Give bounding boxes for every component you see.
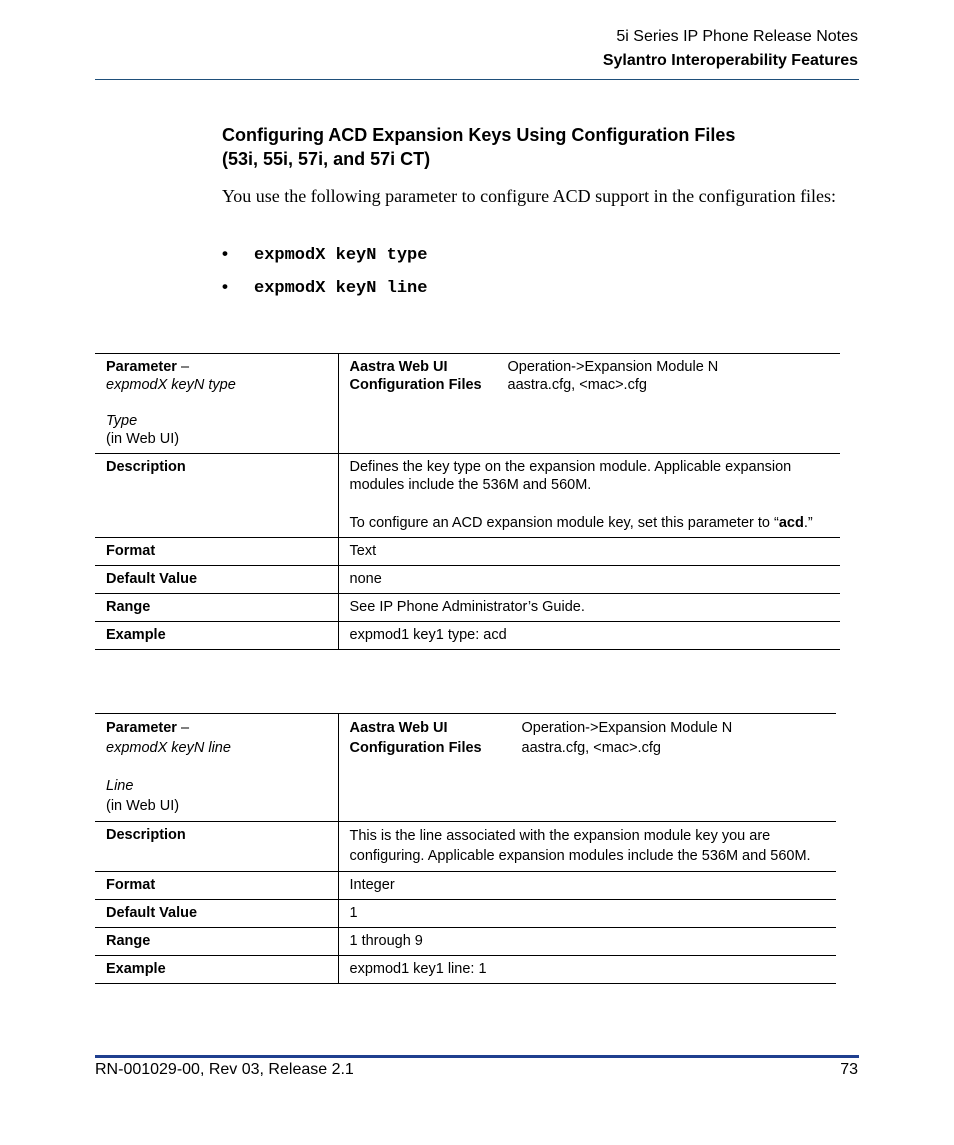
- range-value: See IP Phone Administrator’s Guide.: [338, 594, 840, 622]
- web-ui-name: Line: [106, 778, 134, 794]
- heading-line-2: (53i, 55i, 57i, and 57i CT): [222, 149, 431, 169]
- bullet-text: expmodX keyN line: [254, 279, 428, 298]
- config-files-value: aastra.cfg, <mac>.cfg: [507, 377, 647, 393]
- default-value: 1: [338, 900, 836, 928]
- web-ui-path: Operation->Expansion Module N: [521, 720, 733, 736]
- parameter-name: expmodX keyN type: [106, 377, 236, 393]
- parameter-table-line: [95, 713, 836, 984]
- table-row-format: [95, 872, 836, 900]
- bullet-icon: •: [222, 244, 228, 263]
- config-files-value: aastra.cfg, <mac>.cfg: [521, 740, 661, 756]
- format-value: Integer: [338, 872, 836, 900]
- footer-rule: [95, 1055, 859, 1058]
- parameter-bullet-list: [222, 243, 427, 309]
- default-label: Default Value: [95, 900, 338, 928]
- description-text-end: .”: [803, 515, 813, 531]
- description-value: acd: [778, 515, 804, 531]
- parameter-table-type: [95, 353, 840, 650]
- header-section-title: Sylantro Interoperability Features: [602, 52, 858, 69]
- bullet-item: [222, 276, 427, 309]
- range-value: 1 through 9: [338, 928, 836, 956]
- bullet-text: expmodX keyN type: [254, 246, 428, 265]
- description-text: This is the line associated with the expansion module key you are configuring. Applicable expansion modules include the 536M and 560M.: [338, 822, 836, 872]
- parameter-label: Parameter: [106, 359, 177, 375]
- description-text: To configure an ACD expansion module key, set this parameter to “: [349, 515, 779, 531]
- example-value: expmod1 key1 type: acd: [338, 622, 840, 650]
- description-label: Description: [95, 454, 338, 538]
- parameter-name: expmodX keyN line: [106, 740, 231, 756]
- example-label: Example: [95, 622, 338, 650]
- section-heading: [222, 123, 862, 171]
- intro-paragraph: You use the following parameter to configure ACD support in the configuration files:: [222, 186, 837, 206]
- table-row-default: [95, 566, 840, 594]
- bullet-icon: •: [222, 277, 228, 296]
- table-row-description: [95, 822, 836, 872]
- location-cell: [338, 714, 836, 822]
- table-row-example: [95, 622, 840, 650]
- table-row-range: [95, 594, 840, 622]
- range-label: Range: [95, 594, 338, 622]
- table-row-format: [95, 538, 840, 566]
- format-label: Format: [95, 872, 338, 900]
- range-label: Range: [95, 928, 338, 956]
- description-paragraph-1: Defines the key type on the expansion module. Applicable expansion modules include the 536M and 560M.: [349, 459, 792, 493]
- web-ui-label: Aastra Web UI: [349, 359, 448, 375]
- parameter-cell: [95, 354, 338, 454]
- header-rule: [95, 79, 859, 80]
- format-value: Text: [338, 538, 840, 566]
- heading-line-1: Configuring ACD Expansion Keys Using Configuration Files: [222, 125, 736, 145]
- config-files-label: Configuration Files: [349, 377, 482, 393]
- format-label: Format: [95, 538, 338, 566]
- parameter-dash: –: [176, 720, 190, 736]
- parameter-dash: –: [176, 359, 190, 375]
- table-row-default: [95, 900, 836, 928]
- description-label: Description: [95, 822, 338, 872]
- bullet-item: [222, 243, 427, 276]
- description-cell: [338, 454, 840, 538]
- config-files-label: Configuration Files: [349, 740, 482, 756]
- table-row-example: [95, 956, 836, 984]
- default-value: none: [338, 566, 840, 594]
- web-ui-note: (in Web UI): [106, 431, 180, 447]
- example-value: expmod1 key1 line: 1: [338, 956, 836, 984]
- table-row-range: [95, 928, 836, 956]
- parameter-cell: [95, 714, 338, 822]
- page-number: 73: [840, 1061, 858, 1078]
- example-label: Example: [95, 956, 338, 984]
- location-cell: [338, 354, 840, 454]
- description-paragraph-2: [350, 514, 831, 532]
- web-ui-name: Type: [106, 413, 138, 429]
- table-row-parameter: [95, 354, 840, 454]
- table-row-description: [95, 454, 840, 538]
- web-ui-label: Aastra Web UI: [349, 720, 448, 736]
- web-ui-note: (in Web UI): [106, 798, 180, 814]
- table-row-parameter: [95, 714, 836, 822]
- web-ui-path: Operation->Expansion Module N: [507, 359, 719, 375]
- header-doc-title: 5i Series IP Phone Release Notes: [616, 28, 858, 45]
- default-label: Default Value: [95, 566, 338, 594]
- footer-doc-id: RN-001029-00, Rev 03, Release 2.1: [95, 1061, 354, 1078]
- parameter-label: Parameter: [106, 720, 177, 736]
